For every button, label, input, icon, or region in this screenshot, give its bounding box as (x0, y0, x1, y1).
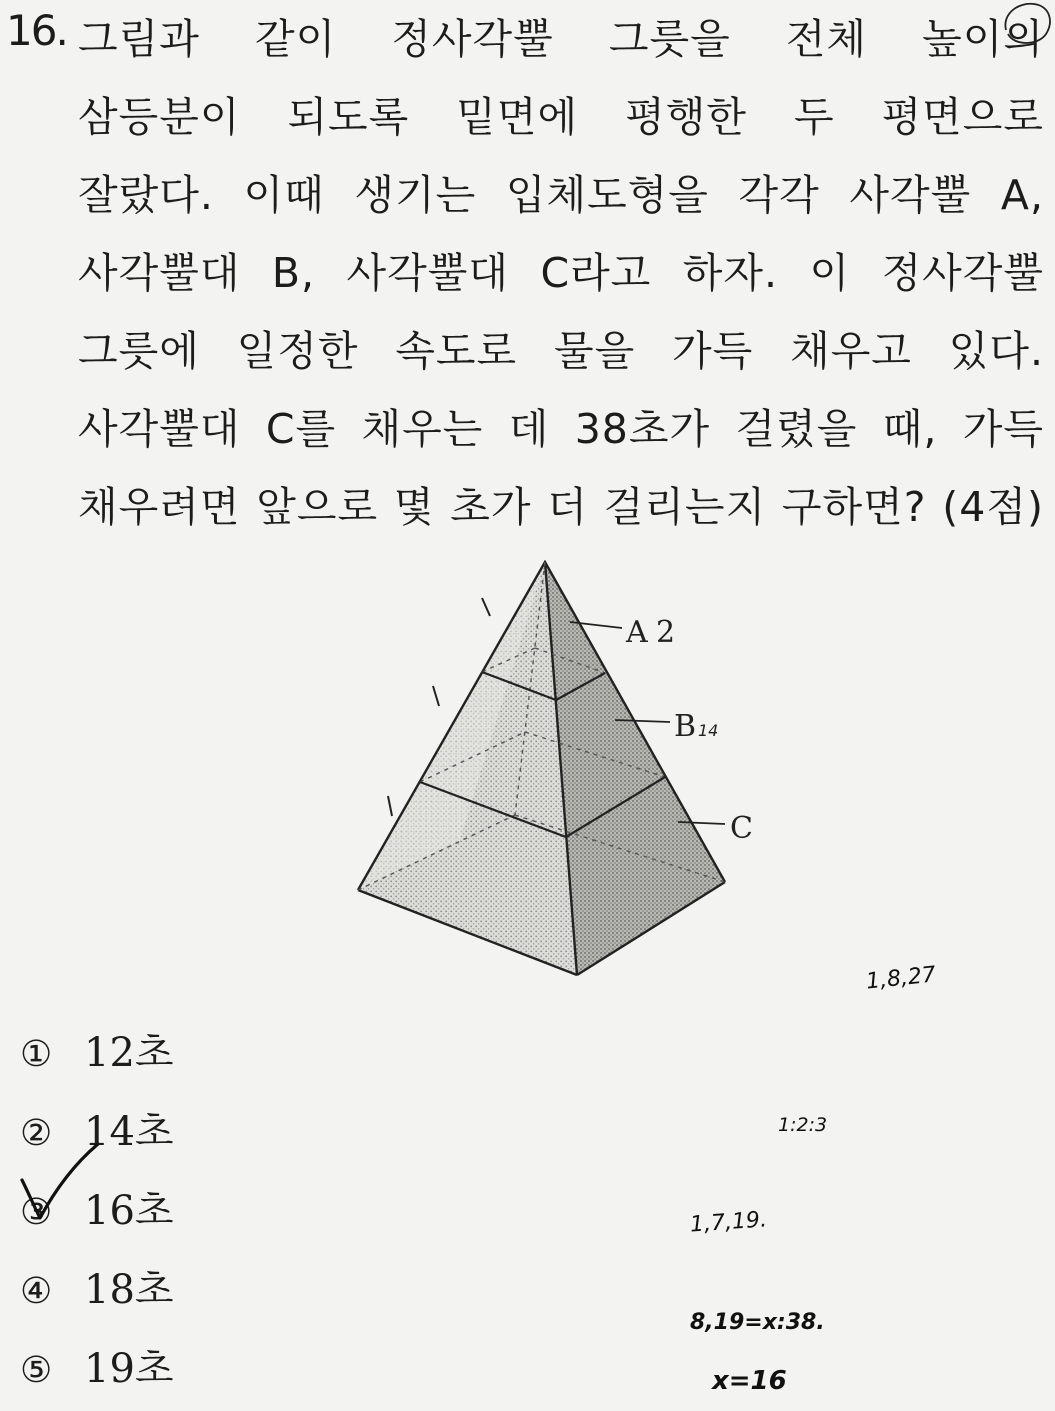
choice-text: 12초 (84, 1030, 174, 1076)
question-line: 채우려면 앞으로 몇 초가 더 걸리는지 구하면? (4점) (78, 483, 1044, 531)
question-line: 사각뿔대 B, 사각뿔대 C라고 하자. 이 정사각뿔 (78, 249, 1044, 297)
choice-4[interactable] (20, 1251, 174, 1330)
check-mark-icon (14, 1140, 104, 1230)
circle-annotation-icon (1000, 0, 1055, 50)
choice-mark: ① (20, 1034, 53, 1075)
label-c: C (730, 811, 753, 846)
choice-text: 19초 (84, 1346, 174, 1392)
note-a: 2 (656, 615, 676, 650)
question-number: 16. (6, 6, 67, 55)
handwritten-answer: x=16 (712, 1366, 787, 1396)
question-line: 잘랐다. 이때 생기는 입체도형을 각각 사각뿔 A, (78, 171, 1044, 219)
question-line: 그릇에 일정한 속도로 물을 가득 채우고 있다. (78, 327, 1044, 375)
handwritten-ratio-3: 1,7,19. (689, 1207, 768, 1238)
handwritten-ratio-1: 1,8,27 (864, 962, 938, 995)
choice-text: 14초 (84, 1109, 174, 1155)
choice-text: 18초 (84, 1267, 174, 1313)
choice-5[interactable] (20, 1330, 174, 1409)
label-a: A (626, 615, 648, 650)
question-line: 그림과 같이 정사각뿔 그릇을 전체 높이의 (78, 15, 1044, 63)
pyramid-figure (340, 560, 800, 980)
question-line: 삼등분이 되도록 밑면에 평행한 두 평면으로 (78, 93, 1044, 141)
choice-mark: ⑤ (20, 1350, 53, 1391)
choice-mark: ④ (20, 1271, 53, 1312)
question-line: 사각뿔대 C를 채우는 데 38초가 걸렸을 때, 가득 (78, 405, 1044, 453)
question-text (78, 0, 1044, 546)
choice-1[interactable] (20, 1014, 174, 1093)
handwritten-ratio-2: 1:2:3 (778, 1114, 828, 1136)
handwritten-equation: 8,19=x:38. (690, 1310, 825, 1335)
note-b: 14 (698, 721, 719, 740)
label-b: B (674, 709, 697, 744)
choice-mark: ② (20, 1113, 53, 1154)
square-pyramid-icon (340, 560, 800, 980)
choice-text: 16초 (84, 1188, 174, 1234)
choice-mark: ③ (20, 1192, 53, 1233)
